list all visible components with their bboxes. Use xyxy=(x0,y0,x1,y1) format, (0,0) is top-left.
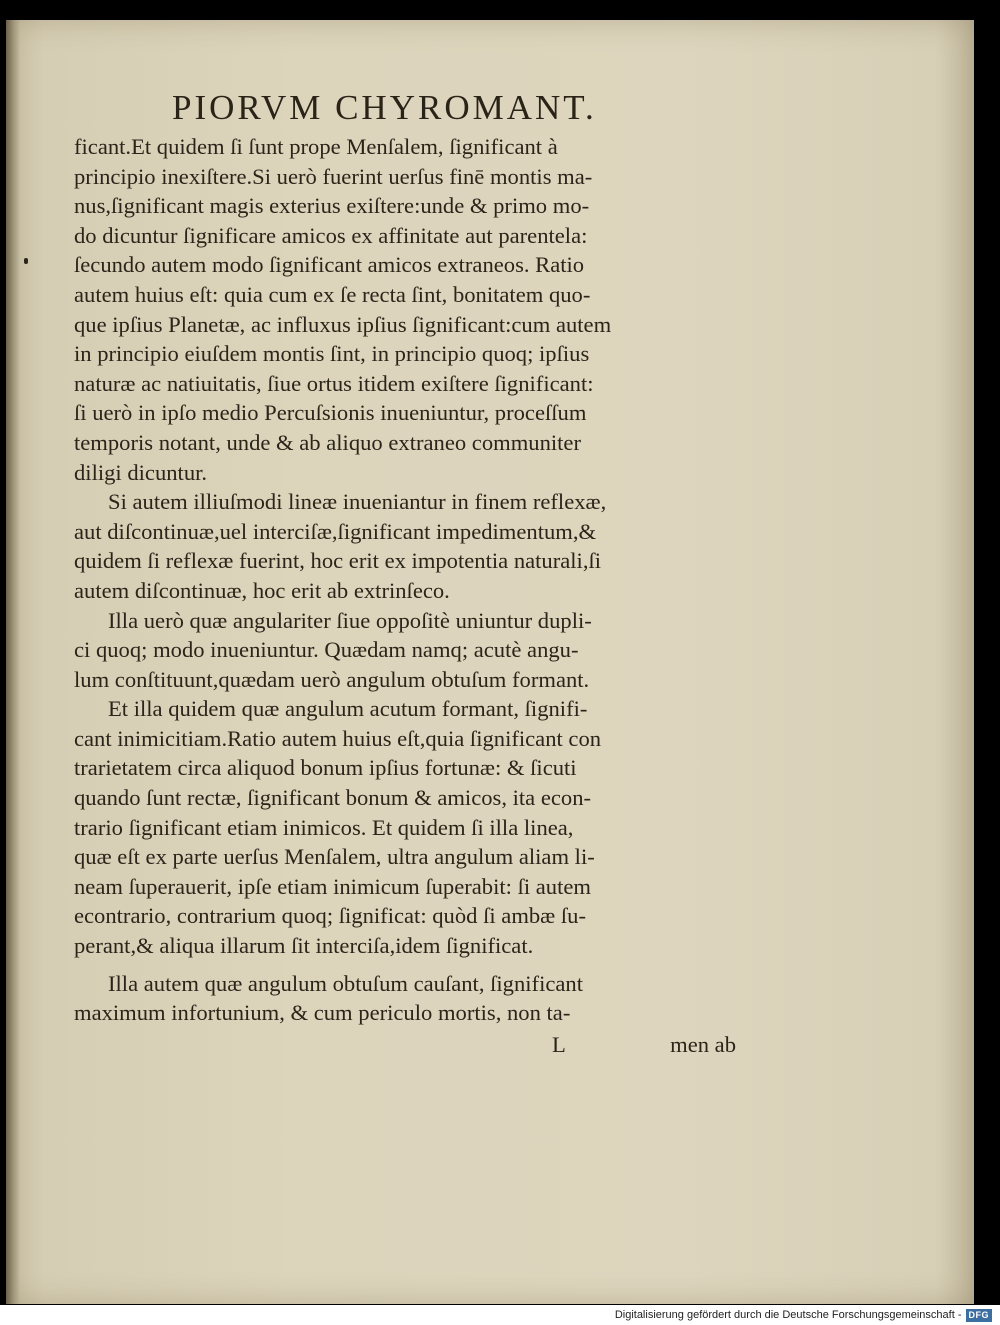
running-head: PIORVM CHYROMANT. xyxy=(172,88,597,127)
text-line: ſi uerò in ipſo medio Percuſsionis inueniuntur, proceſſum xyxy=(74,400,587,426)
text-line: Et illa quidem quæ angulum acutum formant, ſignifi- xyxy=(108,696,588,722)
text-line: maximum infortunium, & cum periculo mortis, non ta- xyxy=(74,1000,571,1026)
text-line: principio inexiſtere.Si uerò fuerint uerſus finē montis ma- xyxy=(74,163,593,189)
text-line: Illa uerò quæ angulariter ſiue oppoſitè uniuntur dupli- xyxy=(108,607,592,633)
text-line: que ipſius Planetæ, ac influxus ipſius ſignificant:cum autem xyxy=(74,311,612,337)
text-line: ci quoq; modo inueniuntur. Quædam namq; acutè angu- xyxy=(74,637,579,663)
text-line: perant,& aliqua illarum ſit interciſa,idem ſignificat. xyxy=(74,933,534,959)
text-line: econtrario, contrarium quoq; ſignificat: quòd ſi ambæ ſu- xyxy=(74,903,586,929)
body-text xyxy=(74,132,742,1059)
page-gutter-shadow xyxy=(6,20,20,1304)
book-page xyxy=(6,20,974,1304)
text-line: trario ſignificant etiam inimicos. Et quidem ſi illa linea, xyxy=(74,814,574,840)
signature-mark: L xyxy=(552,1031,566,1057)
text-line: nus,ſignificant magis exterius exiſtere:unde & primo mo- xyxy=(74,193,590,219)
text-line: quidem ſi reflexæ fuerint, hoc erit ex impotentia naturali,ſi xyxy=(74,548,602,574)
text-line: naturæ ac natiuitatis, ſiue ortus itidem exiſtere ſignificant: xyxy=(74,370,594,396)
catch-row xyxy=(74,1030,742,1060)
text-line: quæ eſt ex parte uerſus Menſalem, ultra angulum aliam li- xyxy=(74,844,595,870)
margin-mark xyxy=(24,258,28,264)
catchword: men ab xyxy=(670,1031,736,1057)
text-line: cant inimicitiam.Ratio autem huius eſt,quia ſignificant con xyxy=(74,725,602,751)
text-line: ficant.Et quidem ſi ſunt prope Menſalem, ſignificant à xyxy=(74,134,558,159)
text-line: quando ſunt rectæ, ſignificant bonum & amicos, ita econ- xyxy=(74,785,592,811)
text-line: Si autem illiuſmodi lineæ inueniantur in finem reflexæ, xyxy=(108,489,607,515)
text-line: autem diſcontinuæ, hoc erit ab extrinſeco. xyxy=(74,577,450,603)
text-line: aut diſcontinuæ,uel interciſæ,ſignificant impedimentum,& xyxy=(74,518,597,544)
paragraph-gap xyxy=(74,961,742,969)
text-line: in principio eiuſdem montis ſint, in principio quoq; ipſius xyxy=(74,341,590,367)
text-line: do dicuntur ſignificare amicos ex affinitate aut parentela: xyxy=(74,222,588,248)
text-line: autem huius eſt: quia cum ex ſe recta ſint, bonitatem quo- xyxy=(74,281,591,307)
digitization-credit-bar xyxy=(0,1305,1000,1325)
text-line: temporis notant, unde & ab aliquo extraneo communiter xyxy=(74,429,581,455)
text-line: ſecundo autem modo ſignificant amicos extraneos. Ratio xyxy=(74,252,585,278)
text-line: diligi dicuntur. xyxy=(74,459,208,485)
text-line: lum conſtituunt,quædam uerò angulum obtuſum formant. xyxy=(74,666,590,692)
dfg-logo-icon: DFG xyxy=(966,1309,993,1322)
text-line: Illa autem quæ angulum obtuſum cauſant, ſignificant xyxy=(108,970,583,996)
text-line: trarietatem circa aliquod bonum ipſius fortunæ: & ſicuti xyxy=(74,755,577,781)
digitization-credit: Digitalisierung gefördert durch die Deutsche Forschungsgemeinschaft - xyxy=(614,1309,962,1321)
text-line: neam ſuperauerit, ipſe etiam inimicum ſuperabit: ſi autem xyxy=(74,873,591,899)
